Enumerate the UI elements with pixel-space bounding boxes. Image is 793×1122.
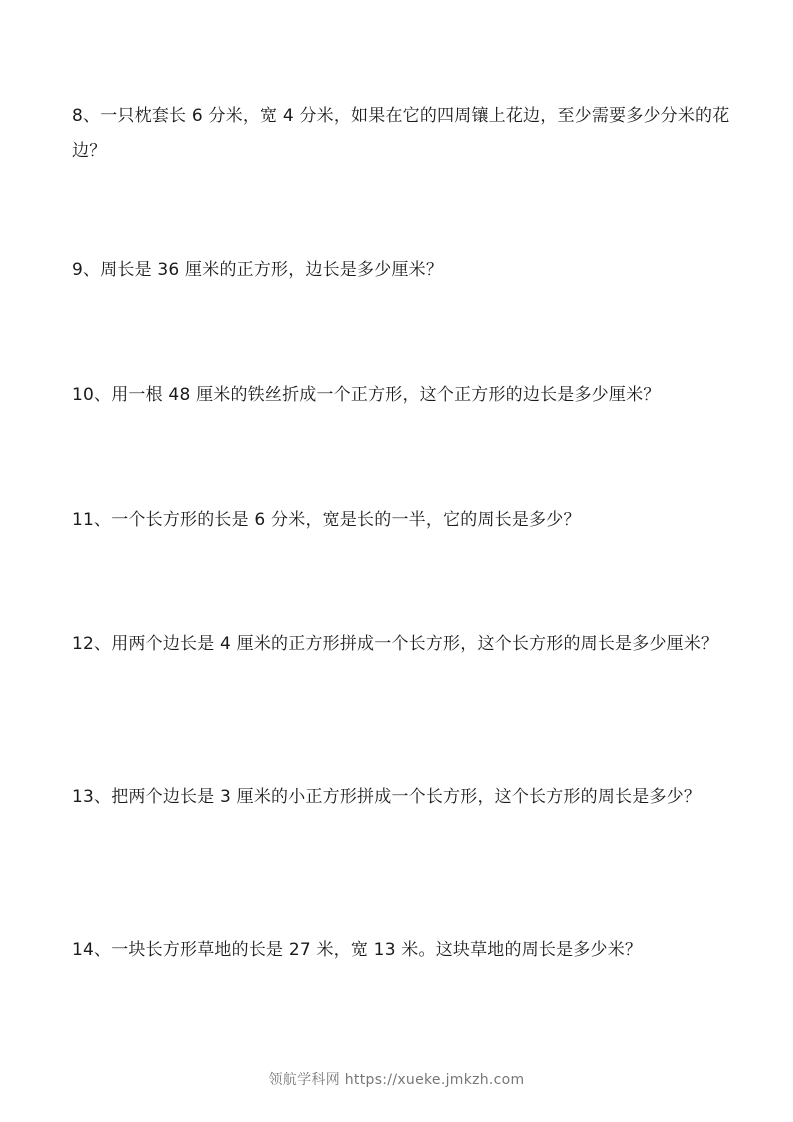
- question-11: 11、一个长方形的长是 6 分米，宽是长的一半，它的周长是多少？: [72, 510, 581, 530]
- question-10: 10、用一根 48 厘米的铁丝折成一个正方形，这个正方形的边长是多少厘米？: [72, 385, 661, 405]
- question-8: 8、一只枕套长 6 分米，宽 4 分米，如果在它的四周镶上花边，至少需要多少分米的花边？: [72, 106, 730, 161]
- question-9: 9、周长是 36 厘米的正方形，边长是多少厘米？: [72, 260, 444, 280]
- question-14: 14、一块长方形草地的长是 27 米，宽 13 米。这块草地的周长是多少米？: [72, 940, 643, 960]
- question-13: 13、把两个边长是 3 厘米的小正方形拼成一个长方形，这个长方形的周长是多少？: [72, 787, 702, 807]
- footer-watermark: 领航学科网 https://xueke.jmkzh.com: [268, 1072, 525, 1088]
- question-12: 12、用两个边长是 4 厘米的正方形拼成一个长方形，这个长方形的周长是多少厘米？: [72, 634, 719, 654]
